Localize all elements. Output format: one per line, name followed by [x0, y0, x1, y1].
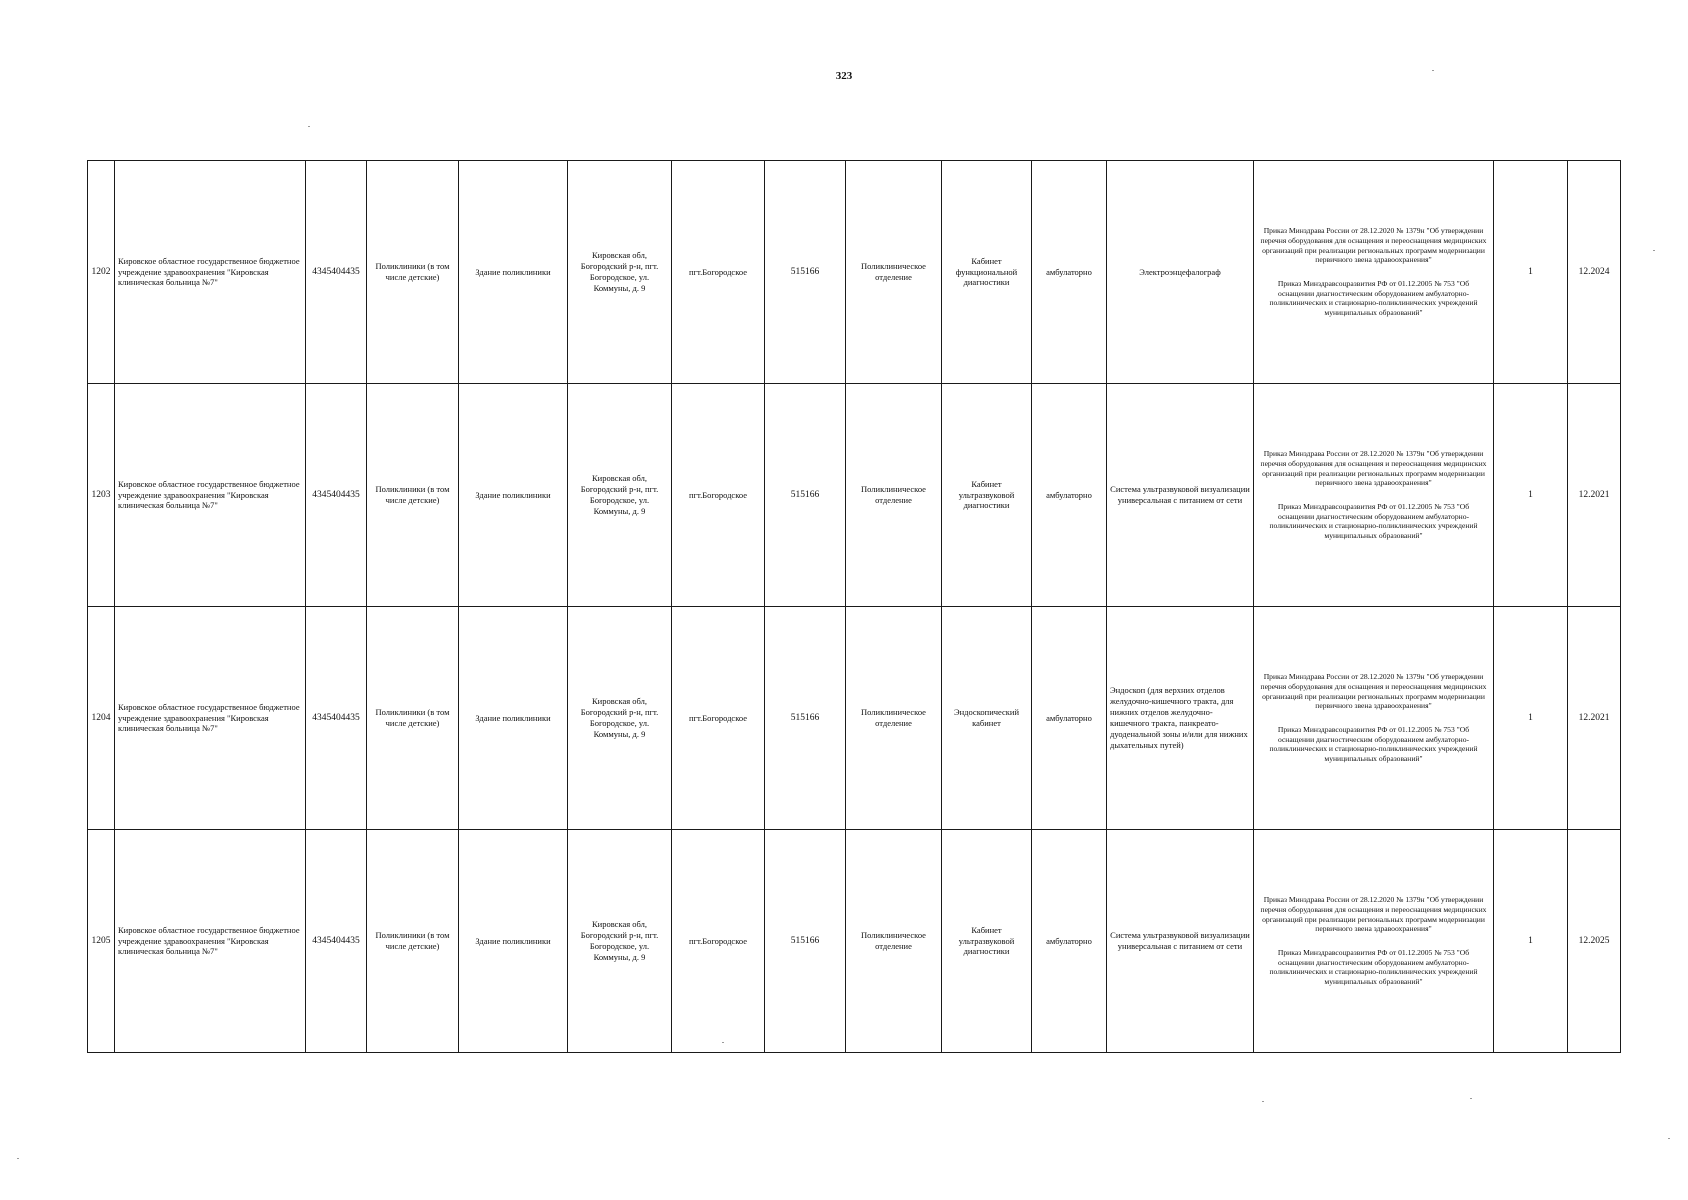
settlement-code: 515166	[765, 161, 846, 384]
table-row	[88, 830, 1621, 1053]
equipment-quantity: 1	[1494, 607, 1568, 830]
inn-code: 4345404435	[306, 607, 367, 830]
equipment-quantity: 1	[1494, 161, 1568, 384]
regulation-order-753: Приказ Минздравсоцразвития РФ от 01.12.2005 № 753 "Об оснащении диагностическим оборудованием амбулаторно-поликлинических и стационарно-поликлинических учреждений муниципальных образований"	[1269, 948, 1478, 987]
table-row	[88, 161, 1621, 384]
care-condition: амбулаторно	[1032, 607, 1107, 830]
care-condition: амбулаторно	[1032, 830, 1107, 1053]
equipment-quantity: 1	[1494, 830, 1568, 1053]
room-name: Кабинет ультразвуковой диагностики	[942, 830, 1032, 1053]
organization-name: Кировское областное государственное бюджетное учреждение здравоохранения "Кировская клиническая больница №7"	[115, 384, 306, 607]
scan-speck	[1653, 250, 1655, 251]
scan-speck	[1262, 1101, 1264, 1102]
table-row	[88, 607, 1621, 830]
facility-type: Поликлиники (в том числе детские)	[367, 830, 459, 1053]
regulation-order-753: Приказ Минздравсоцразвития РФ от 01.12.2005 № 753 "Об оснащении диагностическим оборудованием амбулаторно-поликлинических и стационарно-поликлинических учреждений муниципальных образований"	[1269, 725, 1478, 764]
building-name: Здание поликлиники	[459, 830, 568, 1053]
facility-type: Поликлиники (в том числе детские)	[367, 384, 459, 607]
equipment-quantity: 1	[1494, 384, 1568, 607]
settlement-name: пгт.Богородское	[672, 830, 765, 1053]
inn-code: 4345404435	[306, 161, 367, 384]
scan-speck	[17, 1158, 19, 1159]
building-name: Здание поликлиники	[459, 161, 568, 384]
inn-code: 4345404435	[306, 830, 367, 1053]
facility-type: Поликлиники (в том числе детские)	[367, 161, 459, 384]
equipment-name: Электроэнцефалограф	[1107, 161, 1254, 384]
settlement-code: 515166	[765, 830, 846, 1053]
regulation-basis	[1254, 384, 1494, 607]
regulation-order-753: Приказ Минздравсоцразвития РФ от 01.12.2005 № 753 "Об оснащении диагностическим оборудованием амбулаторно-поликлинических и стационарно-поликлинических учреждений муниципальных образований"	[1269, 502, 1478, 541]
organization-name: Кировское областное государственное бюджетное учреждение здравоохранения "Кировская клиническая больница №7"	[115, 830, 306, 1053]
regulation-basis	[1254, 830, 1494, 1053]
equipment-name: Эндоскоп (для верхних отделов желудочно-кишечного тракта, для нижних отделов желудочно-кишечного тракта, панкреато-дуоденальной зоны и/или для нижних дыхательных путей)	[1107, 607, 1254, 830]
settlement-name: пгт.Богородское	[672, 607, 765, 830]
scan-speck	[722, 1042, 724, 1043]
equipment-name: Система ультразвуковой визуализации универсальная с питанием от сети	[1107, 384, 1254, 607]
room-name: Кабинет функциональной диагностики	[942, 161, 1032, 384]
planned-date: 12.2024	[1568, 161, 1621, 384]
building-name: Здание поликлиники	[459, 384, 568, 607]
regulation-order-753: Приказ Минздравсоцразвития РФ от 01.12.2005 № 753 "Об оснащении диагностическим оборудованием амбулаторно-поликлинических и стационарно-поликлинических учреждений муниципальных образований"	[1269, 279, 1478, 318]
regulation-order-1379n: Приказ Минздрава России от 28.12.2020 № 1379н "Об утверждении перечня оборудования для оснащения и переоснащения медицинских организаций при реализации региональных программ модернизации первичного звена здравоохранения"	[1260, 895, 1487, 934]
room-name: Эндоскопический кабинет	[942, 607, 1032, 830]
regulation-order-1379n: Приказ Минздрава России от 28.12.2020 № 1379н "Об утверждении перечня оборудования для оснащения и переоснащения медицинских организаций при реализации региональных программ модернизации первичного звена здравоохранения"	[1260, 672, 1487, 711]
scan-speck	[1432, 70, 1434, 71]
planned-date: 12.2025	[1568, 830, 1621, 1053]
regulation-order-1379n: Приказ Минздрава России от 28.12.2020 № 1379н "Об утверждении перечня оборудования для оснащения и переоснащения медицинских организаций при реализации региональных программ модернизации первичного звена здравоохранения"	[1260, 449, 1487, 488]
department-name: Поликлиническое отделение	[846, 161, 942, 384]
organization-name: Кировское областное государственное бюджетное учреждение здравоохранения "Кировская клиническая больница №7"	[115, 161, 306, 384]
row-index: 1203	[88, 384, 115, 607]
settlement-code: 515166	[765, 607, 846, 830]
settlement-code: 515166	[765, 384, 846, 607]
equipment-registry-table	[87, 160, 1621, 1053]
facility-type: Поликлиники (в том числе детские)	[367, 607, 459, 830]
facility-address: Кировская обл, Богородский р-н, пгт. Богородское, ул. Коммуны, д. 9	[568, 830, 672, 1053]
department-name: Поликлиническое отделение	[846, 830, 942, 1053]
department-name: Поликлиническое отделение	[846, 384, 942, 607]
equipment-name: Система ультразвуковой визуализации универсальная с питанием от сети	[1107, 830, 1254, 1053]
row-index: 1205	[88, 830, 115, 1053]
regulation-basis	[1254, 607, 1494, 830]
facility-address: Кировская обл, Богородский р-н, пгт. Богородское, ул. Коммуны, д. 9	[568, 607, 672, 830]
scan-speck	[1470, 1098, 1472, 1099]
building-name: Здание поликлиники	[459, 607, 568, 830]
organization-name: Кировское областное государственное бюджетное учреждение здравоохранения "Кировская клиническая больница №7"	[115, 607, 306, 830]
room-name: Кабинет ультразвуковой диагностики	[942, 384, 1032, 607]
regulation-basis	[1254, 161, 1494, 384]
settlement-name: пгт.Богородское	[672, 161, 765, 384]
facility-address: Кировская обл, Богородский р-н, пгт. Богородское, ул. Коммуны, д. 9	[568, 384, 672, 607]
care-condition: амбулаторно	[1032, 384, 1107, 607]
settlement-name: пгт.Богородское	[672, 384, 765, 607]
row-index: 1202	[88, 161, 115, 384]
regulation-order-1379n: Приказ Минздрава России от 28.12.2020 № 1379н "Об утверждении перечня оборудования для оснащения и переоснащения медицинских организаций при реализации региональных программ модернизации первичного звена здравоохранения"	[1260, 226, 1487, 265]
department-name: Поликлиническое отделение	[846, 607, 942, 830]
planned-date: 12.2021	[1568, 607, 1621, 830]
facility-address: Кировская обл, Богородский р-н, пгт. Богородское, ул. Коммуны, д. 9	[568, 161, 672, 384]
planned-date: 12.2021	[1568, 384, 1621, 607]
inn-code: 4345404435	[306, 384, 367, 607]
scan-speck	[1668, 1138, 1670, 1139]
scan-speck	[308, 126, 310, 127]
row-index: 1204	[88, 607, 115, 830]
table-row	[88, 384, 1621, 607]
care-condition: амбулаторно	[1032, 161, 1107, 384]
page-number: 323	[835, 70, 853, 82]
